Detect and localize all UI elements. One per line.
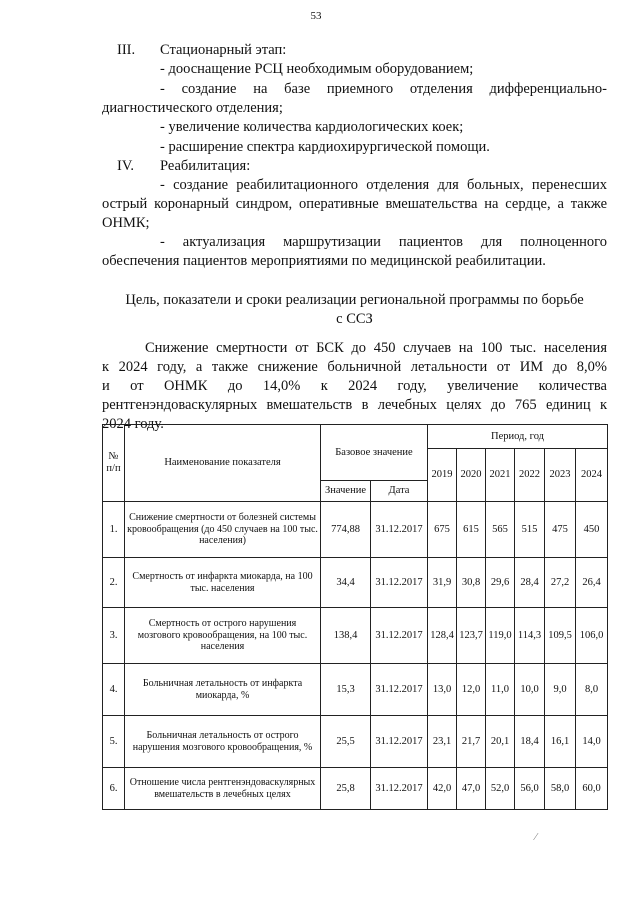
- row-year-value: 12,0: [457, 664, 486, 716]
- row-year-value: 114,3: [515, 608, 545, 664]
- row-year-value: 29,6: [486, 558, 515, 608]
- section-4-line-5: обеспечения пациентов мероприятиями по медицинской реабилитации.: [102, 253, 546, 269]
- row-value: 25,5: [321, 716, 371, 768]
- row-year-value: 11,0: [486, 664, 515, 716]
- header-period: Период, год: [428, 425, 608, 449]
- row-date: 31.12.2017: [371, 558, 428, 608]
- header-num: № п/п: [103, 425, 125, 502]
- page-number: 53: [310, 10, 322, 22]
- section-3-item-3: - увеличение количества кардиологических коек;: [160, 119, 464, 135]
- row-year-value: 18,4: [515, 716, 545, 768]
- row-year-value: 58,0: [545, 768, 576, 810]
- header-year: 2022: [515, 449, 545, 502]
- heading-line-1: Цель, показатели и сроки реализации региональной программы по борьбе: [125, 292, 584, 308]
- section-4-line-2: острый коронарный синдром, оперативные вмешательства на сердце, а также: [102, 196, 607, 212]
- row-value: 25,8: [321, 768, 371, 810]
- row-year-value: 23,1: [428, 716, 457, 768]
- row-year-value: 106,0: [576, 608, 608, 664]
- row-year-value: 9,0: [545, 664, 576, 716]
- table-row: [103, 664, 608, 716]
- header-base: Базовое значение: [321, 425, 428, 481]
- header-value: Значение: [321, 481, 371, 502]
- row-name: Отношение числа рентгенэндоваскулярных вмешательств в лечебных целях: [125, 768, 321, 810]
- row-num: 2.: [103, 558, 125, 608]
- row-date: 31.12.2017: [371, 664, 428, 716]
- goal-line-4: рентгенэндоваскулярных вмешательств в лечебных целях до 765 единиц к: [102, 397, 607, 413]
- header-year: 2019: [428, 449, 457, 502]
- row-year-value: 109,5: [545, 608, 576, 664]
- row-year-value: 30,8: [457, 558, 486, 608]
- row-name: Снижение смертности от болезней системы кровообращения (до 450 случаев на 100 тыс. населения): [125, 502, 321, 558]
- row-value: 34,4: [321, 558, 371, 608]
- header-year: 2024: [576, 449, 608, 502]
- row-value: 138,4: [321, 608, 371, 664]
- row-date: 31.12.2017: [371, 502, 428, 558]
- table-row: [103, 716, 608, 768]
- row-year-value: 60,0: [576, 768, 608, 810]
- row-value: 774,88: [321, 502, 371, 558]
- row-num: 5.: [103, 716, 125, 768]
- row-year-value: 56,0: [515, 768, 545, 810]
- goal-line-1: Снижение смертности от БСК до 450 случаев на 100 тыс. населения: [145, 340, 607, 356]
- row-year-value: 14,0: [576, 716, 608, 768]
- header-name: Наименование показателя: [125, 425, 321, 502]
- row-date: 31.12.2017: [371, 716, 428, 768]
- row-year-value: 52,0: [486, 768, 515, 810]
- row-year-value: 515: [515, 502, 545, 558]
- row-year-value: 28,4: [515, 558, 545, 608]
- row-name: Больничная летальность от острого нарушения мозгового кровообращения, %: [125, 716, 321, 768]
- section-3-item-4: - расширение спектра кардиохирургической помощи.: [160, 139, 490, 155]
- header-year: 2020: [457, 449, 486, 502]
- table-row: [103, 558, 608, 608]
- row-year-value: 123,7: [457, 608, 486, 664]
- row-year-value: 10,0: [515, 664, 545, 716]
- row-name: Больничная летальность от инфаркта миокарда, %: [125, 664, 321, 716]
- goal-line-5: 2024 году.: [102, 416, 164, 432]
- heading-line-2: с ССЗ: [336, 311, 373, 327]
- row-year-value: 16,1: [545, 716, 576, 768]
- row-name: Смертность от инфаркта миокарда, на 100 тыс. населения: [125, 558, 321, 608]
- section-3-item-2-cont: диагностического отделения;: [102, 100, 283, 116]
- row-year-value: 20,1: [486, 716, 515, 768]
- scan-mark-icon: ⁄: [535, 832, 537, 843]
- row-year-value: 565: [486, 502, 515, 558]
- section-4-line-1: - создание реабилитационного отделения для больных, перенесших: [160, 177, 607, 193]
- row-num: 4.: [103, 664, 125, 716]
- goal-line-3: и от ОНМК до 14,0% к 2024 году, увеличение количества: [102, 378, 607, 394]
- header-year: 2023: [545, 449, 576, 502]
- section-3-item-2: - создание на базе приемного отделения дифференциально-: [160, 81, 607, 97]
- row-num: 1.: [103, 502, 125, 558]
- row-year-value: 26,4: [576, 558, 608, 608]
- row-year-value: 8,0: [576, 664, 608, 716]
- row-year-value: 128,4: [428, 608, 457, 664]
- row-year-value: 13,0: [428, 664, 457, 716]
- goal-line-2: к 2024 году, а также снижение больничной летальности от ИМ до 8,0%: [102, 359, 607, 375]
- section-3-title: Стационарный этап:: [160, 42, 287, 58]
- header-year: 2021: [486, 449, 515, 502]
- row-year-value: 119,0: [486, 608, 515, 664]
- table-row: [103, 608, 608, 664]
- section-4-line-4: - актуализация маршрутизации пациентов для полноценного: [160, 234, 607, 250]
- row-value: 15,3: [321, 664, 371, 716]
- section-4-line-3: ОНМК;: [102, 215, 150, 231]
- indicators-table: [102, 424, 608, 810]
- row-name: Смертность от острого нарушения мозгового кровообращения, на 100 тыс. населения: [125, 608, 321, 664]
- row-year-value: 615: [457, 502, 486, 558]
- row-num: 6.: [103, 768, 125, 810]
- section-4-numeral: IV.: [117, 158, 135, 174]
- table-row: [103, 502, 608, 558]
- row-year-value: 450: [576, 502, 608, 558]
- row-num: 3.: [103, 608, 125, 664]
- section-3-numeral: III.: [117, 42, 136, 58]
- section-4-title: Реабилитация:: [160, 158, 251, 174]
- row-year-value: 47,0: [457, 768, 486, 810]
- row-date: 31.12.2017: [371, 768, 428, 810]
- section-3-item-1: - дооснащение РСЦ необходимым оборудованием;: [160, 61, 474, 77]
- row-year-value: 27,2: [545, 558, 576, 608]
- header-date: Дата: [371, 481, 428, 502]
- row-year-value: 31,9: [428, 558, 457, 608]
- table-row: [103, 768, 608, 810]
- row-year-value: 21,7: [457, 716, 486, 768]
- row-year-value: 475: [545, 502, 576, 558]
- row-year-value: 42,0: [428, 768, 457, 810]
- row-year-value: 675: [428, 502, 457, 558]
- row-date: 31.12.2017: [371, 608, 428, 664]
